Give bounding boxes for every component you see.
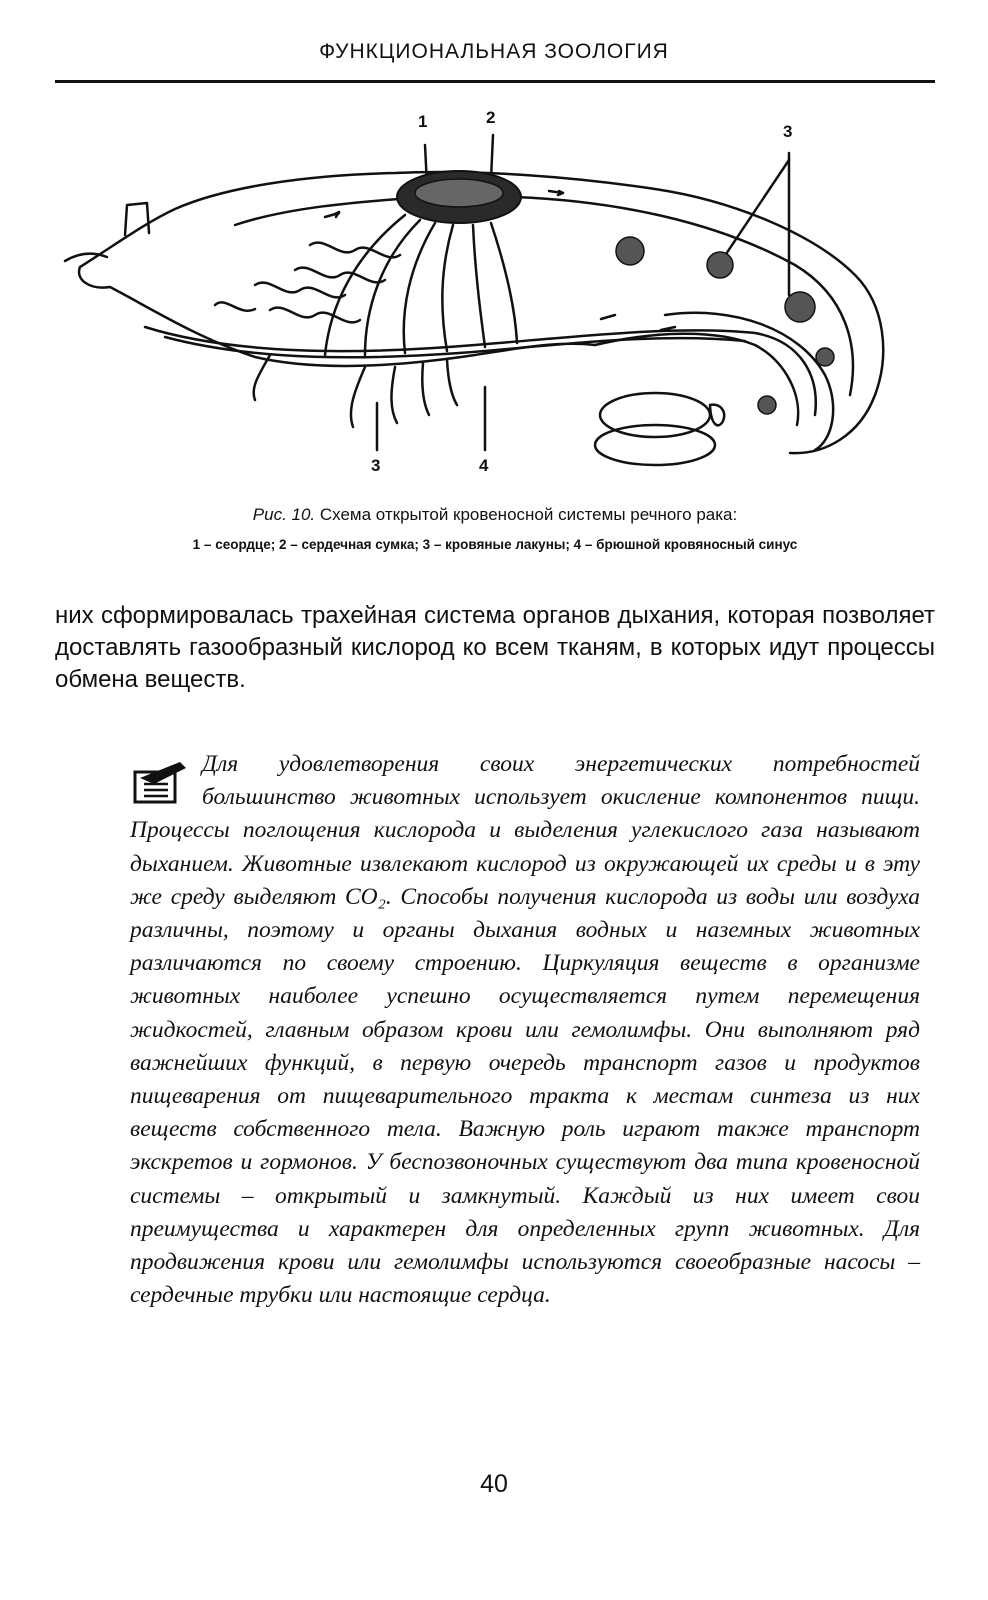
- figure-number: Рис. 10.: [252, 505, 316, 524]
- crayfish-circulatory-diagram: [55, 105, 935, 490]
- page-number: 40: [480, 1470, 508, 1498]
- ventral-sinus: [145, 327, 816, 415]
- callout-2: 2: [486, 108, 496, 127]
- lacuna: [816, 348, 834, 366]
- figure-legend: 1 – сеордце; 2 – сердечная сумка; 3 – кровяные лакуны; 4 – брюшной кровяносный синус: [192, 537, 798, 552]
- callout-3-bottom: 3: [371, 456, 381, 475]
- running-head: ФУНКЦИОНАЛЬНАЯ ЗООЛОГИЯ: [319, 40, 669, 63]
- callout-4: 4: [479, 456, 489, 475]
- lacuna: [785, 292, 815, 322]
- lacuna: [758, 396, 776, 414]
- note-text: Для удовлетворения своих энергетических потребностей большинство животных использует окисление компонентов пищи. Процессы поглощения кислорода и выделения углекислого газа называют дыханием. Животные извлекают кислород из окружающей их среды и в эту же среду выделяют CO₂. Способы получения кислорода из воды или воздуха различны, поэтому и органы дыхания водных и наземных животных различаются по своему строению. Циркуляция веществ в организме животных наиболее успешно осуществляется путем перемещения жидкостей, главным образом крови или гемолимфы. Они выполняют ряд важнейших функций, в первую очередь транспорт газов и продуктов пищеварения от пищеварительного тракта к местам синтеза из них веществ собственного тела. Важную роль играют также транспорт экскретов и гормонов. У беспозвоночных существуют два типа кровеносной системы – открытый и замкнутый. Каждый из них имеет свои преимущества и характерен для определенных групп животных. Для продвижения крови или гемолимфы используются своеобразные насосы – сердечные трубки или настоящие сердца.: [130, 751, 920, 1309]
- figure-caption: [55, 505, 935, 525]
- lacuna: [707, 252, 733, 278]
- figure-title: Схема открытой кровеносной системы речного рака:: [319, 505, 738, 524]
- callout-1: 1: [418, 112, 428, 131]
- body-paragraph: них сформировалась трахейная система органов дыхания, которая позволяет доставлять газообразный кислород ко всем тканям, в которых идут процессы обмена веществ.: [55, 602, 935, 693]
- lacuna: [616, 237, 644, 265]
- header-rule: [55, 80, 935, 83]
- callout-3-top: 3: [783, 122, 793, 141]
